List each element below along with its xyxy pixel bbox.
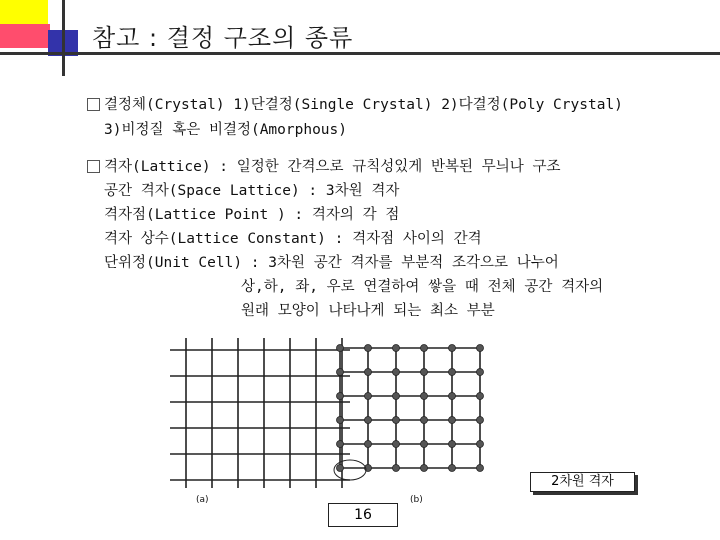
bullet1-line2: 3)비정질 혹은 비결정(Amorphous)	[104, 122, 348, 138]
bullet2-line2: 공간 격자(Space Lattice) : 3차원 격자	[104, 183, 400, 199]
slide-title: 참고 : 결정 구조의 종류	[92, 24, 354, 52]
decor-vertical-line	[62, 0, 65, 76]
lattice-points	[337, 345, 484, 472]
bullet2-line7: 원래 모양이 나타나게 되는 최소 부분	[241, 303, 495, 319]
bullet2-line5: 단위정(Unit Cell) : 3차원 공간 격자를 부분적 조각으로 나누어	[104, 255, 559, 271]
figure-label: 2차원 격자	[530, 472, 635, 492]
decor-pink-block	[0, 24, 50, 48]
caption-b: (b)	[410, 495, 423, 505]
bullet2-line6: 상,하, 좌, 우로 연결하여 쌓을 때 전체 공간 격자의	[241, 279, 604, 295]
page-number: 16	[328, 503, 398, 527]
bullet1-line1: 결정체(Crystal) 1)단결정(Single Crystal) 2)다결정(Poly Crystal)	[104, 97, 623, 113]
bullet-square-icon	[87, 98, 100, 111]
caption-a: (a)	[196, 495, 209, 505]
lattice-a	[170, 338, 350, 488]
lattice-b	[340, 348, 480, 468]
bullet2-line4: 격자 상수(Lattice Constant) : 격자점 사이의 간격	[104, 231, 482, 247]
bullet2-line1: 격자(Lattice) : 일정한 간격으로 규칙성있게 반복된 무늬나 구조	[104, 159, 561, 175]
bullet2-line3: 격자점(Lattice Point ) : 격자의 각 점	[104, 207, 400, 223]
bullet-square-icon	[87, 160, 100, 173]
